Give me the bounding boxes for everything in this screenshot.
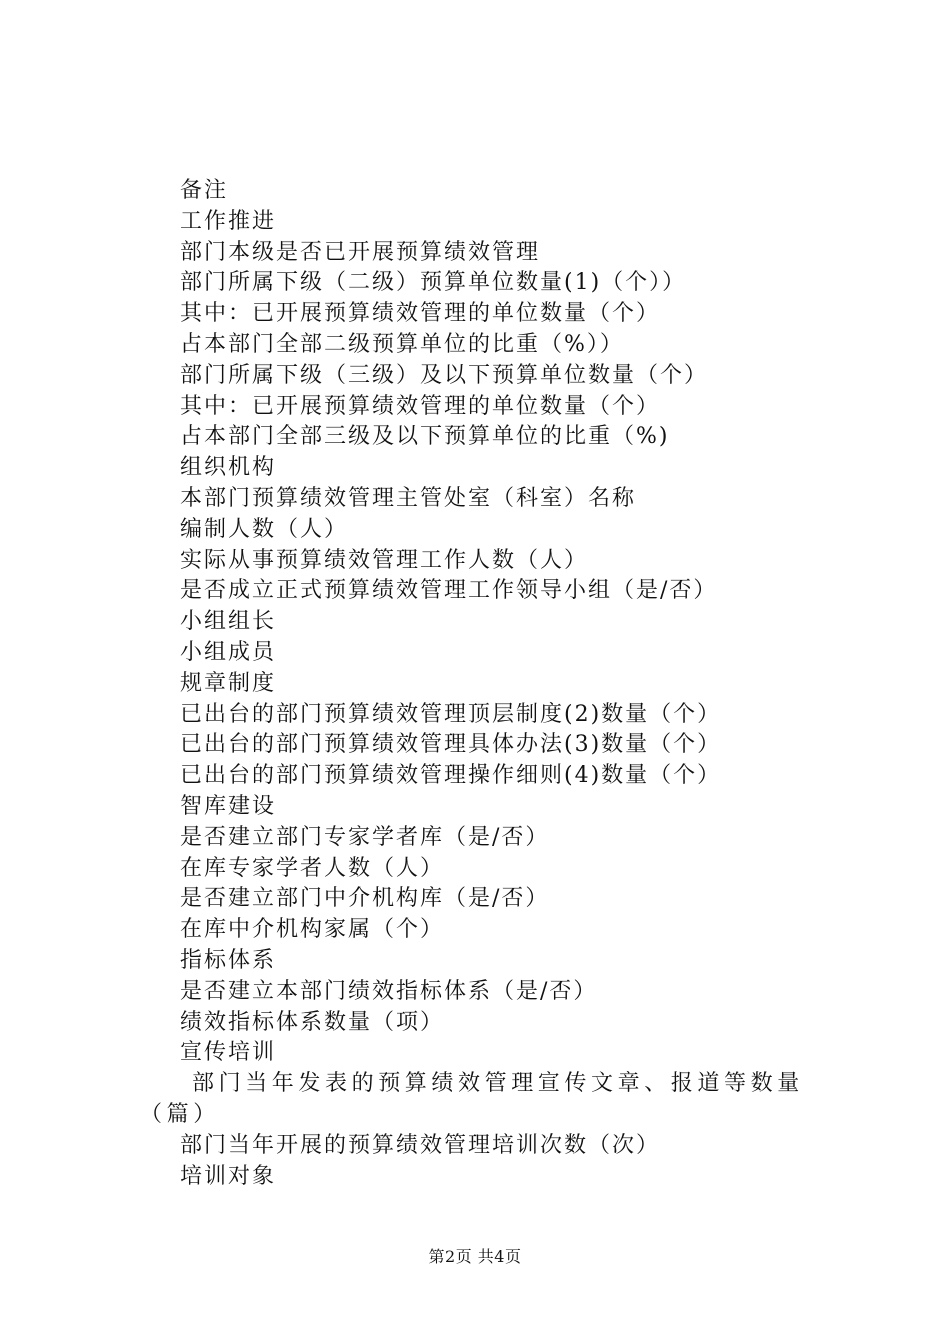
text-line: 部门所属下级（二级）预算单位数量(1)（个）） [180,270,687,296]
text-line: 已出台的部门预算绩效管理具体办法(3)数量（个） [180,732,722,758]
text-line: 其中：已开展预算绩效管理的单位数量（个） [180,393,661,419]
text-line: 组织机构 [180,455,277,481]
wrapped-text: 部门当年发表的预算绩效管理宣传文章、报道等数量（篇） [140,1071,804,1127]
text-line: 指标体系 [180,947,277,973]
text-line: 是否建立本部门绩效指标体系（是/否） [180,978,598,1004]
text-line: 已出台的部门预算绩效管理操作细则(4)数量（个） [180,763,722,789]
text-line: 小组组长 [180,609,277,635]
text-line: 是否建立部门专家学者库（是/否） [180,824,550,850]
page-footer: 第2页 共4页 [428,1247,522,1266]
text-line: 规章制度 [180,670,277,696]
text-line: 其中：已开展预算绩效管理的单位数量（个） [180,301,661,327]
text-line: 实际从事预算绩效管理工作人数（人） [180,547,589,573]
text-line: 部门本级是否已开展预算绩效管理 [180,239,541,265]
text-line: 工作推进 [180,208,277,234]
text-line: 在库专家学者人数（人） [180,855,445,881]
text-line: 本部门预算绩效管理主管处室（科室）名称 [180,485,637,511]
text-line: 是否建立部门中介机构库（是/否） [180,886,550,912]
text-line: 小组成员 [180,639,277,665]
text-line: 培训对象 [180,1163,277,1189]
text-line: 占本部门全部二级预算单位的比重（%）） [180,331,624,357]
text-line: 在库中介机构家属（个） [180,917,445,943]
text-line: 备注 [180,178,229,203]
text-line: 绩效指标体系数量（项） [180,1009,445,1035]
text-line: 部门当年开展的预算绩效管理培训次数（次） [180,1132,661,1158]
text-line: 占本部门全部三级及以下预算单位的比重（%) [180,424,670,450]
text-line: 宣传培训 [180,1040,277,1066]
document-body [140,176,840,1192]
text-line: 部门所属下级（三级）及以下预算单位数量（个） [180,362,709,388]
text-line: 编制人数（人） [180,516,349,542]
text-line: 已出台的部门预算绩效管理顶层制度(2)数量（个） [180,701,722,727]
wrapped-text-line [140,1069,840,1131]
text-line: 智库建设 [180,793,277,819]
text-line: 是否成立正式预算绩效管理工作领导小组（是/否） [180,578,718,604]
